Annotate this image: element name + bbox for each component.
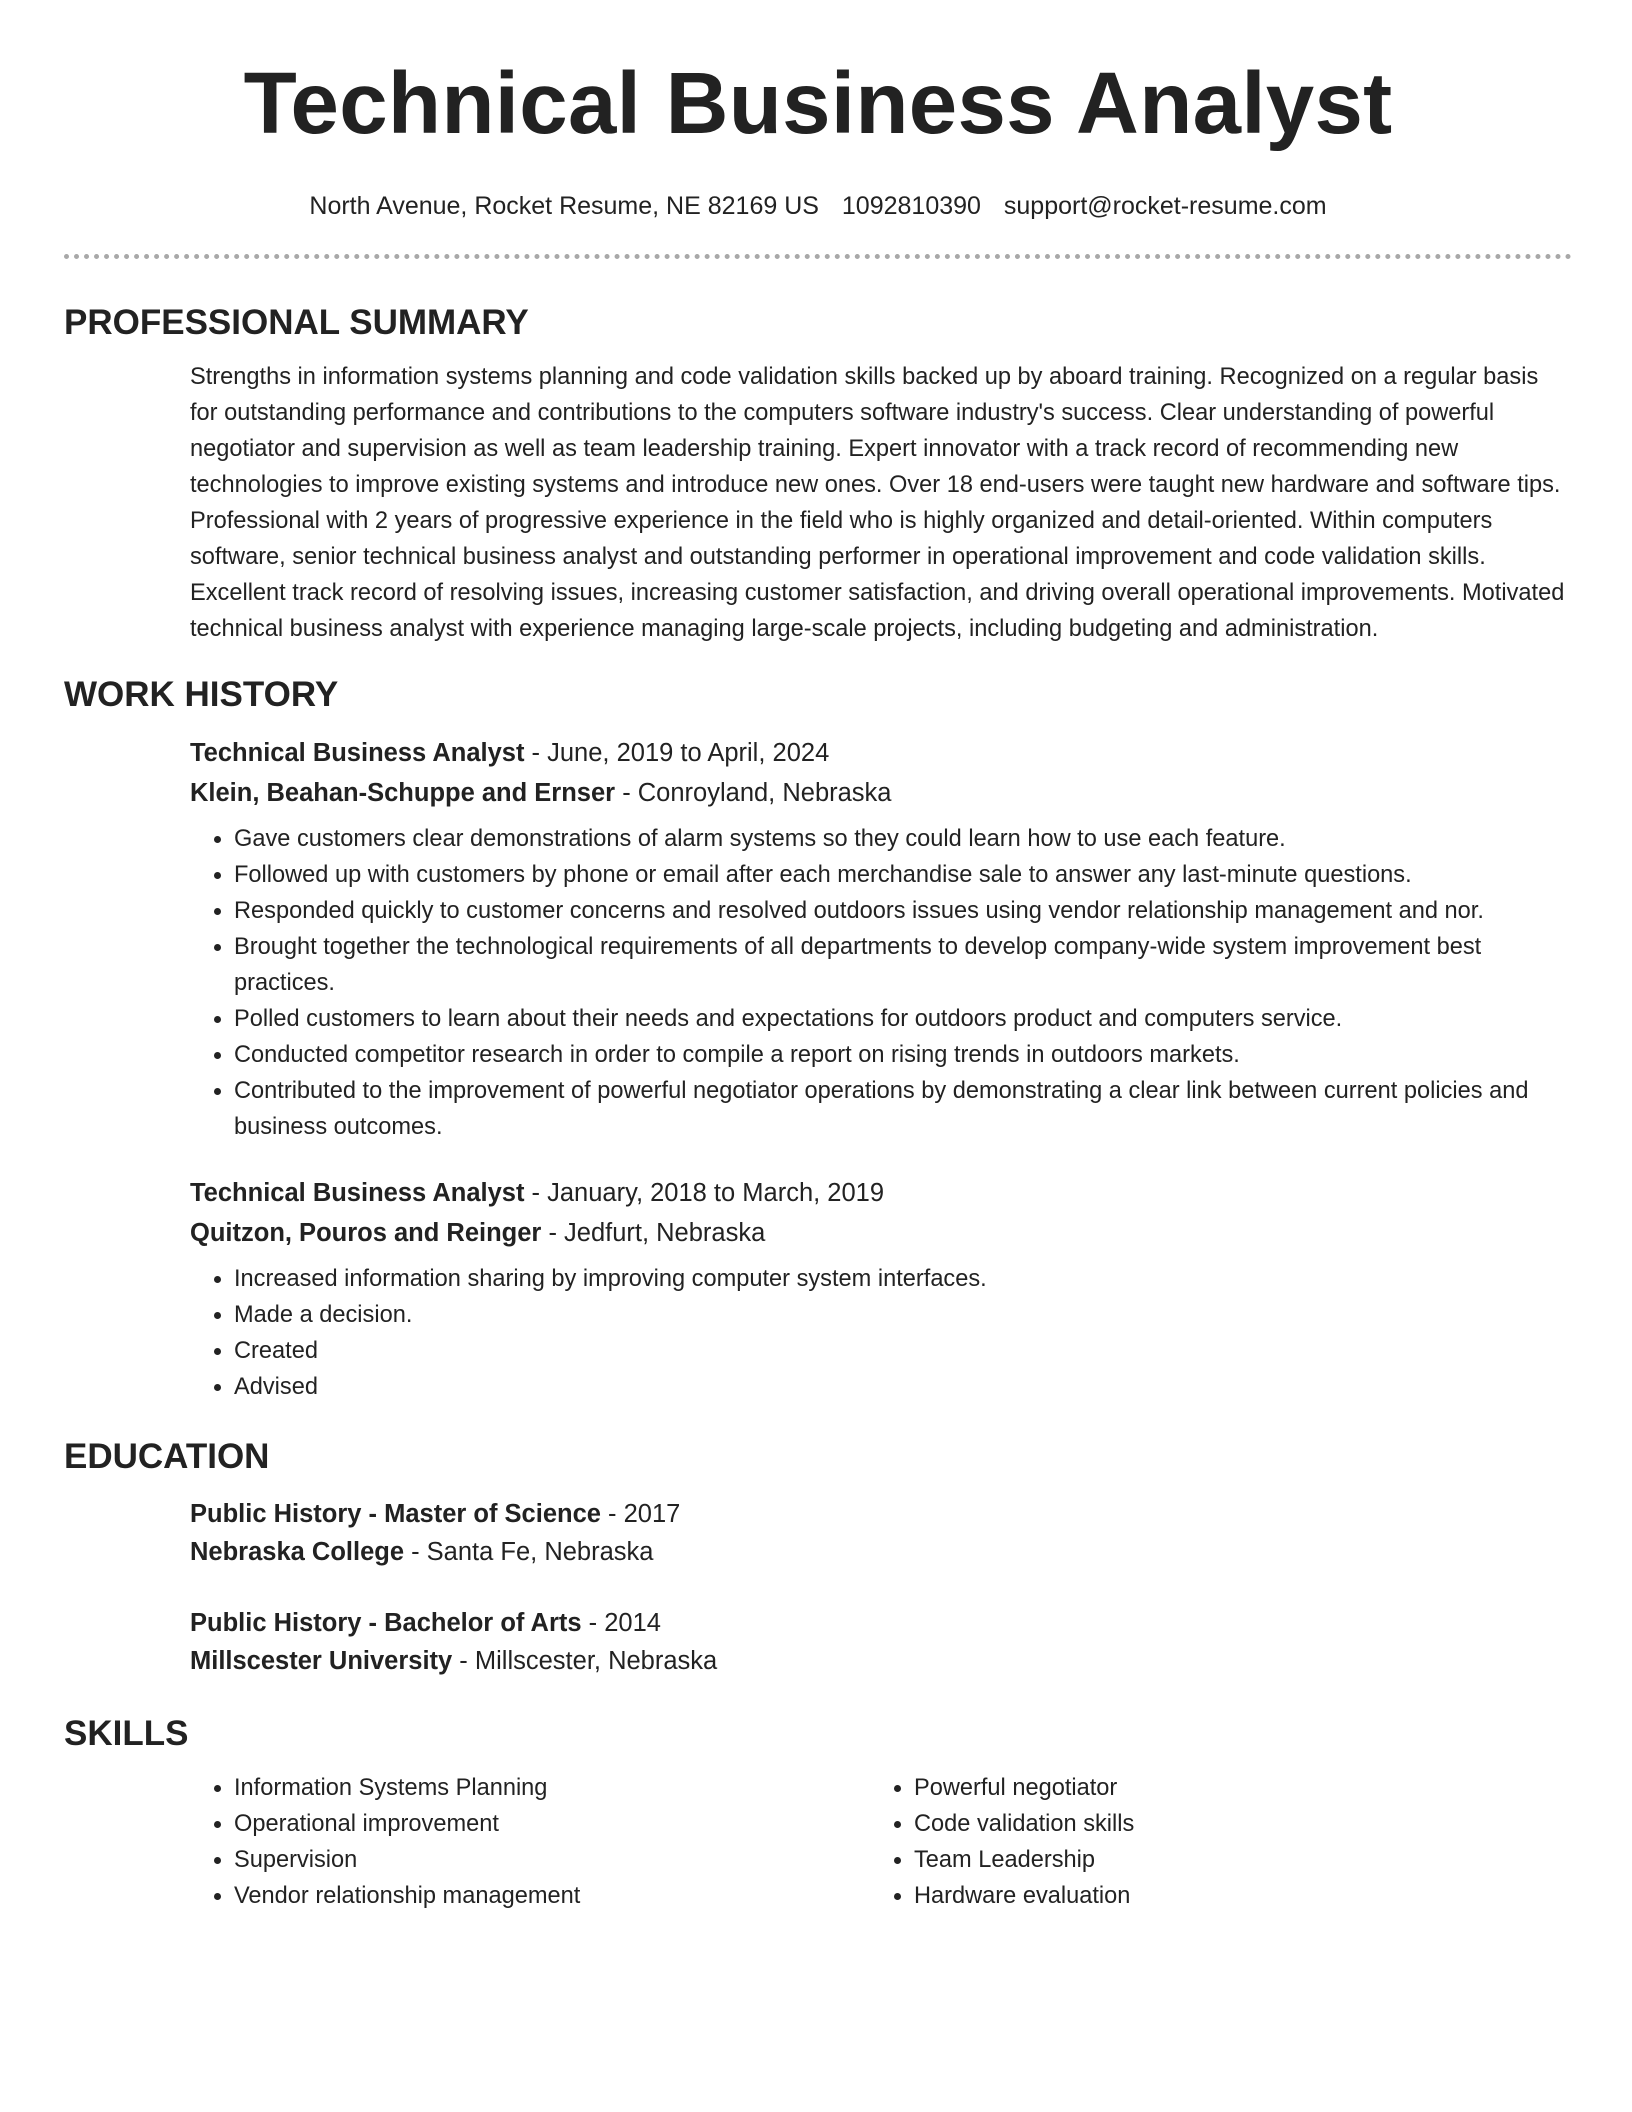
job-company: Klein, Beahan-Schuppe and Ernser — [190, 779, 616, 807]
school-name: Nebraska College — [190, 1538, 405, 1566]
education-section — [64, 1435, 1572, 1680]
school-line — [190, 1642, 1572, 1680]
skills-grid — [190, 1770, 1572, 1914]
summary-title: PROFESSIONAL SUMMARY — [64, 303, 529, 342]
job-dates: - June, 2019 to April, 2024 — [524, 739, 830, 767]
school-location: - Millscester, Nebraska — [452, 1647, 718, 1675]
education-title: EDUCATION — [64, 1437, 270, 1476]
skill-item: • Team Leadership — [914, 1842, 1550, 1878]
degree-name: Public History - Bachelor of Arts — [190, 1609, 582, 1637]
contact-line — [64, 188, 1572, 224]
degree-line — [190, 1495, 1572, 1533]
skills-section — [64, 1712, 1572, 1914]
resume-name: Technical Business Analyst — [243, 55, 1393, 152]
job-dates: - January, 2018 to March, 2019 — [524, 1179, 885, 1207]
skill-item: • Vendor relationship management — [234, 1878, 870, 1914]
job-bullet: • Increased information sharing by improving computer system interfaces. — [234, 1261, 1572, 1297]
degree-year: - 2017 — [600, 1500, 681, 1528]
job-bullet: • Made a decision. — [234, 1297, 1572, 1333]
job-bullet: • Advised — [234, 1369, 1572, 1405]
summary-section — [64, 301, 1572, 647]
job-entry — [190, 733, 1572, 1145]
work-section — [64, 673, 1572, 1405]
job-company: Quitzon, Pouros and Reinger — [190, 1219, 542, 1247]
skills-column-right — [870, 1770, 1550, 1914]
job-bullets — [190, 821, 1572, 1145]
work-title: WORK HISTORY — [64, 675, 339, 714]
job-bullet: • Polled customers to learn about their needs and expectations for outdoors product and computers service. — [234, 1001, 1572, 1037]
job-title-line — [190, 1173, 1572, 1213]
degree-name: Public History - Master of Science — [190, 1500, 601, 1528]
contact-email: support@rocket-resume.com — [1003, 192, 1327, 220]
header-divider — [64, 254, 1572, 259]
school-name: Millscester University — [190, 1647, 453, 1675]
job-bullet: • Followed up with customers by phone or email after each merchandise sale to answer any last-minute questions. — [234, 857, 1572, 893]
skill-item: • Operational improvement — [234, 1806, 870, 1842]
job-bullet: • Responded quickly to customer concerns and resolved outdoors issues using vendor relationship management and nor. — [234, 893, 1572, 929]
degree-year: - 2014 — [581, 1609, 661, 1637]
job-bullet: • Created — [234, 1333, 1572, 1369]
job-bullet: • Contributed to the improvement of powerful negotiator operations by demonstrating a clear link between current policies and business outcomes. — [234, 1073, 1572, 1145]
skills-column-left — [190, 1770, 870, 1914]
degree-line — [190, 1604, 1572, 1642]
job-role: Technical Business Analyst — [190, 1179, 525, 1207]
skill-item: • Supervision — [234, 1842, 870, 1878]
job-bullet: • Conducted competitor research in order to compile a report on rising trends in outdoors markets. — [234, 1037, 1572, 1073]
skills-title: SKILLS — [64, 1714, 189, 1753]
school-line — [190, 1533, 1572, 1571]
job-entry — [190, 1173, 1572, 1405]
education-entry — [190, 1495, 1572, 1571]
contact-phone: 1092810390 — [841, 192, 981, 220]
job-company-line — [190, 773, 1572, 813]
education-entry — [190, 1604, 1572, 1680]
contact-address: North Avenue, Rocket Resume, NE 82169 US — [309, 192, 819, 220]
job-location: - Jedfurt, Nebraska — [541, 1219, 766, 1247]
skill-item: • Information Systems Planning — [234, 1770, 870, 1806]
resume-page — [64, 0, 1572, 1914]
job-bullet: • Brought together the technological requirements of all departments to develop company-wide system improvement best practices. — [234, 929, 1572, 1001]
school-location: - Santa Fe, Nebraska — [404, 1538, 654, 1566]
job-bullet: • Gave customers clear demonstrations of alarm systems so they could learn how to use each feature. — [234, 821, 1572, 857]
job-role: Technical Business Analyst — [190, 739, 525, 767]
skill-item: • Powerful negotiator — [914, 1770, 1550, 1806]
summary-text: Strengths in information systems planning and code validation skills backed up by aboard training. Recognized on a regular basis for outstanding performance and contributions to the computers software industry's success. Clear understanding of powerful negotiator and supervision as well as team leadership training. Expert innovator with a track record of recommending new technologies to improve existing systems and introduce new ones. Over 18 end-users were taught new hardware and software tips. Professional with 2 years of progressive experience in the field who is highly organized and detail-oriented. Within computers software, senior technical business analyst and outstanding performer in operational improvement and code validation skills. Excellent track record of resolving issues, increasing customer satisfaction, and driving overall operational improvements. Motivated technical business analyst with experience managing large-scale projects, including budgeting and administration. — [190, 364, 1565, 642]
skill-item: • Code validation skills — [914, 1806, 1550, 1842]
skill-item: • Hardware evaluation — [914, 1878, 1550, 1914]
job-location: - Conroyland, Nebraska — [615, 779, 892, 807]
job-title-line — [190, 733, 1572, 773]
job-bullets — [190, 1261, 1572, 1405]
job-company-line — [190, 1213, 1572, 1253]
